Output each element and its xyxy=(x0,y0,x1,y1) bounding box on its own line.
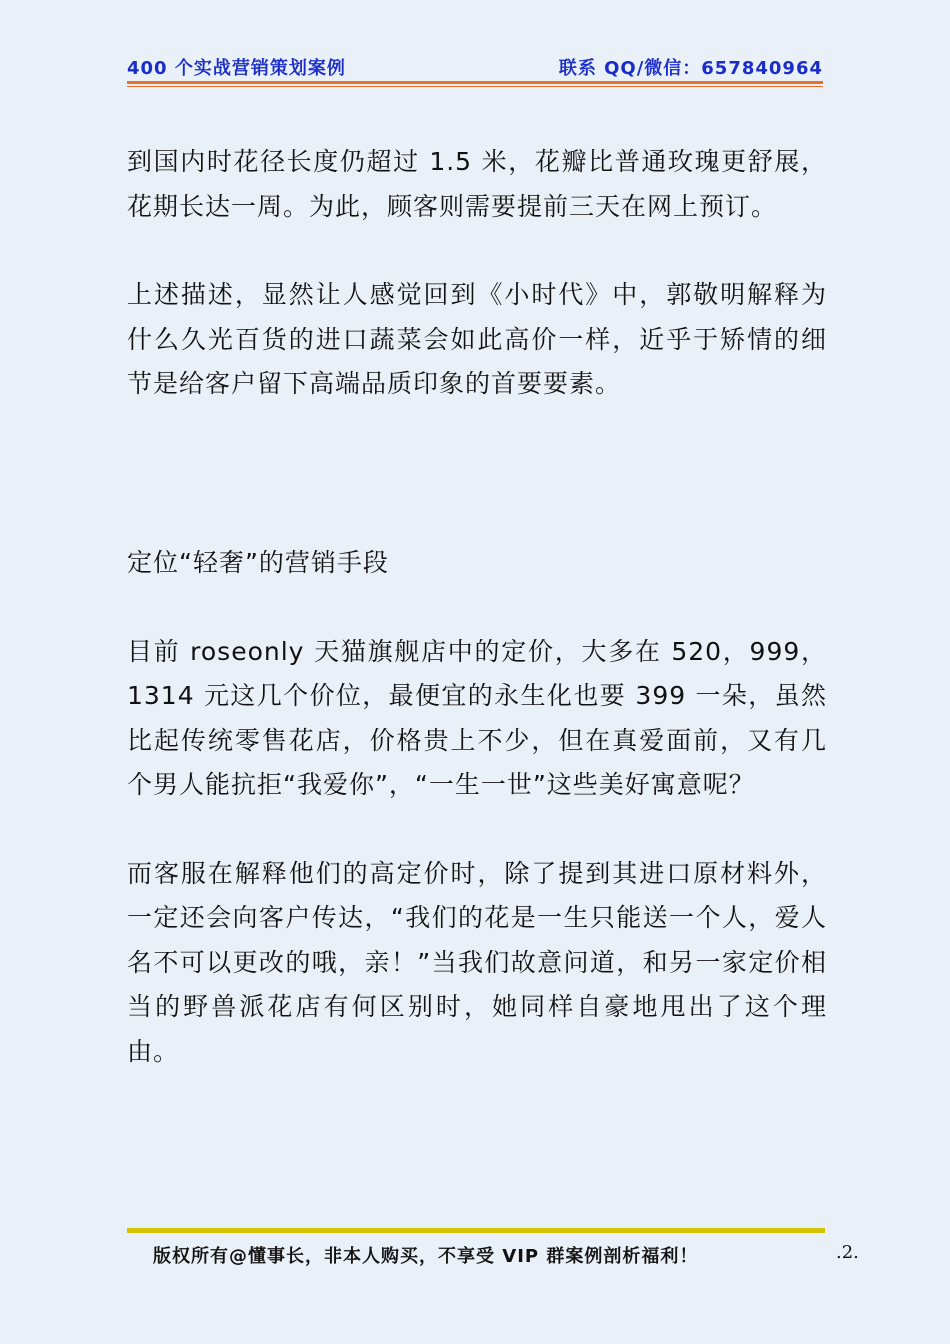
header-divider xyxy=(127,81,823,84)
page-header xyxy=(127,54,823,80)
footer-divider xyxy=(127,1228,825,1233)
paragraph-2: 上述描述，显然让人感觉回到《小时代》中，郭敬明解释为什么久光百货的进口蔬菜会如此高价一样，近乎于矫情的细节是给客户留下高端品质印象的首要要素。 xyxy=(127,280,827,398)
paragraph-4: 而客服在解释他们的高定价时，除了提到其进口原材料外，一定还会向客户传达，“我们的花是一生只能送一个人，爱人名不可以更改的哦，亲！”当我们故意问道，和另一家定价相当的野兽派花店有何区别时，她同样自豪地甩出了这个理由。 xyxy=(127,858,827,1066)
page-number: .2. xyxy=(836,1242,859,1263)
paragraph-3: 目前 roseonly 天猫旗舰店中的定价，大多在 520，999，1314 元这几个价位，最便宜的永生化也要 399 一朵，虽然比起传统零售花店，价格贵上不少，但在真爱面前，又有几个男人能抗拒“我爱你”，“一生一世”这些美好寓意呢？ xyxy=(127,636,827,799)
section-heading: 定位“轻奢”的营销手段 xyxy=(127,547,389,577)
header-title: 400 个实战营销策划案例 xyxy=(127,58,346,79)
document-body xyxy=(127,140,827,1074)
header-divider-thin xyxy=(127,86,823,87)
paragraph-1: 到国内时花径长度仍超过 1.5 米，花瓣比普通玫瑰更舒展，花期长达一周。为此，顾客则需要提前三天在网上预订。 xyxy=(127,147,827,221)
header-contact: 联系 QQ/微信：657840964 xyxy=(558,58,823,79)
footer-copyright: 版权所有@懂事长，非本人购买，不享受 VIP 群案例剖析福利！ xyxy=(153,1246,699,1267)
